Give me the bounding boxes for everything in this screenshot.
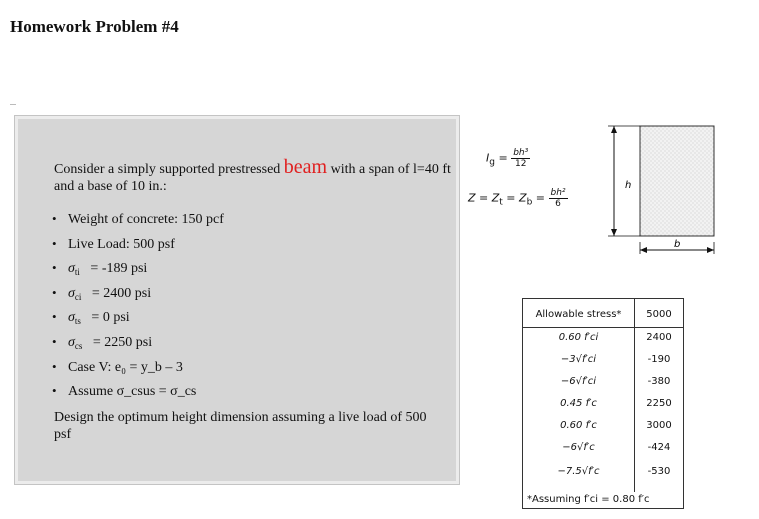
section-modulus-formula: $Z = Z_t = Z_b$ = $\frac{\text{bh²}}{6}$ xyxy=(468,188,566,209)
given-item xyxy=(52,281,224,306)
design-instruction: Design the optimum height dimension assuming a live load of 500 psf xyxy=(54,410,427,442)
problem-statement-box xyxy=(15,116,459,484)
formula-denominator: 12 xyxy=(514,159,527,169)
page-title: Homework Problem #4 xyxy=(10,17,179,36)
given-item xyxy=(52,256,224,281)
arrow-right-icon xyxy=(707,247,714,253)
stress-subscript: ci xyxy=(74,291,82,302)
formula-numerator: bh³ xyxy=(513,148,529,158)
given-text: Case V: e₀ = y_b – 3 xyxy=(68,359,183,375)
given-list xyxy=(52,207,224,404)
bullet-icon: • xyxy=(52,284,57,300)
row-label: 0.45 f′c xyxy=(560,398,597,409)
arrow-left-icon xyxy=(640,247,647,253)
stress-value: = 2250 psi xyxy=(92,334,153,350)
row-value: 2250 xyxy=(646,398,672,409)
problem-intro xyxy=(54,156,454,195)
formula-mid: = Z xyxy=(502,191,527,205)
given-text: Live Load: 500 psf xyxy=(68,236,175,252)
formula-denominator: 6 xyxy=(555,199,561,209)
given-text: Assume σ_csus = σ_cs xyxy=(68,384,197,400)
intro-text-end: with a span of l=40 ft and a base of 10 in.: xyxy=(54,162,451,194)
bullet-icon: • xyxy=(52,260,57,276)
bullet-icon: • xyxy=(52,235,57,251)
given-item xyxy=(52,207,224,232)
height-label: h xyxy=(625,180,632,191)
divider xyxy=(10,104,16,105)
table-row xyxy=(523,393,683,415)
given-item xyxy=(52,330,224,355)
formula-numerator: bh² xyxy=(550,188,566,198)
row-label: −7.5√f′c xyxy=(557,466,600,477)
given-text: Weight of concrete: 150 pcf xyxy=(68,212,224,227)
moment-of-inertia-formula: $I_g$ = $\frac{\text{bh³}}{12}$ xyxy=(486,148,529,169)
stress-subscript: ts xyxy=(74,316,81,327)
row-label: 0.60 f′ci xyxy=(558,332,599,343)
bullet-icon: • xyxy=(52,333,57,349)
stress-value: = 2400 psi xyxy=(91,285,152,301)
given-item xyxy=(52,355,224,380)
beam-cross-section-diagram xyxy=(570,120,740,270)
row-value: 2400 xyxy=(646,332,672,343)
table-row xyxy=(523,415,683,437)
bullet-icon: • xyxy=(52,211,57,226)
stress-subscript: ti xyxy=(74,267,80,278)
formula-fraction xyxy=(549,188,568,209)
given-item xyxy=(52,305,224,330)
table-header-row xyxy=(523,306,683,324)
table-footnote: *Assuming f′ci = 0.80 f′c xyxy=(527,494,650,505)
header-value: 5000 xyxy=(646,309,672,320)
formula-subscript: t xyxy=(499,197,503,208)
row-value: -530 xyxy=(647,466,671,477)
allowable-stress-table xyxy=(522,298,684,509)
intro-text: Consider a simply supported prestressed xyxy=(54,162,284,177)
table-row xyxy=(523,327,683,349)
formula-lhs: Z = Z xyxy=(468,191,500,205)
intro-highlight: beam xyxy=(283,156,328,178)
bullet-icon: • xyxy=(52,383,57,399)
stress-subscript: cs xyxy=(74,340,83,351)
row-label: −6√f′c xyxy=(562,442,595,453)
row-label: −6√f′ci xyxy=(560,376,597,387)
arrow-up-icon xyxy=(611,126,617,133)
table-row xyxy=(523,371,683,393)
arrow-down-icon xyxy=(611,229,617,236)
formula-fraction xyxy=(511,148,530,169)
stress-symbol: σ xyxy=(68,285,75,301)
stress-symbol: σ xyxy=(68,310,75,326)
stress-symbol: σ xyxy=(68,334,75,350)
formula-lhs: I xyxy=(486,151,490,165)
stress-value: = -189 psi xyxy=(90,261,148,277)
bullet-icon: • xyxy=(52,358,57,374)
row-label: 0.60 f′c xyxy=(560,420,597,431)
row-value: -190 xyxy=(647,354,671,365)
row-value: -424 xyxy=(647,442,671,453)
width-label: b xyxy=(674,239,681,250)
stress-symbol: σ xyxy=(68,261,75,277)
formula-subscript: b xyxy=(526,197,533,208)
table-row xyxy=(523,437,683,459)
row-value: 3000 xyxy=(646,420,672,431)
formula-subscript: g xyxy=(489,157,495,168)
header-label: Allowable stress* xyxy=(535,309,622,320)
row-value: -380 xyxy=(647,376,671,387)
stress-value: = 0 psi xyxy=(91,310,130,326)
table-row xyxy=(523,349,683,371)
bullet-icon: • xyxy=(52,309,57,325)
beam-section-rect xyxy=(640,126,714,236)
table-row xyxy=(523,461,683,483)
row-label: −3√f′ci xyxy=(560,354,597,365)
given-item xyxy=(52,232,224,257)
given-item xyxy=(52,379,224,404)
